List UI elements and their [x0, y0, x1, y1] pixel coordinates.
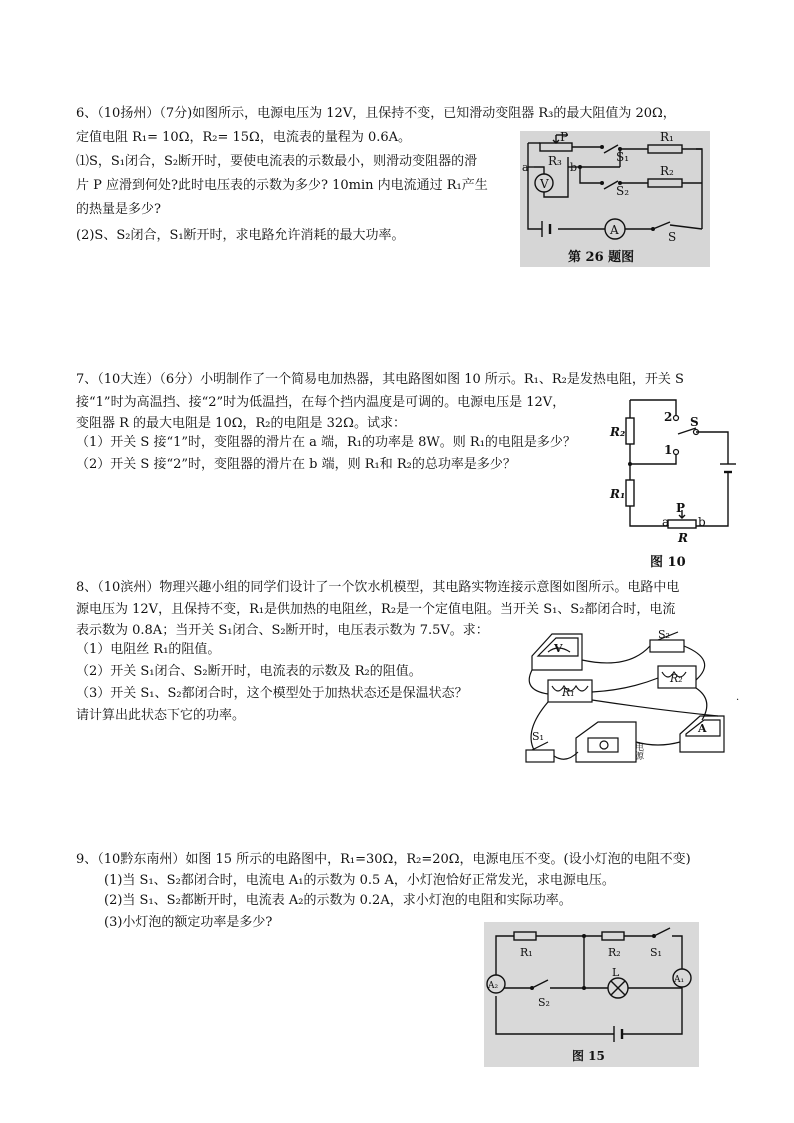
- q9-label-r2: R₂: [608, 946, 621, 959]
- q8-stray-dot: .: [736, 692, 740, 703]
- q6-label-r2: R₂: [660, 164, 674, 178]
- q8-line4: （1）电阻丝 R₁的阻值。: [76, 642, 221, 657]
- q9-ammeter-a2-label: A₂: [488, 981, 499, 991]
- q7-line3: 变阻器 R 的最大电阻是 10Ω，R₂的电阻是 32Ω。试求：: [76, 416, 406, 431]
- q9-label-r1: R₁: [520, 946, 533, 959]
- q8-voltmeter-label: V: [554, 642, 563, 655]
- q6-label-s1: S₁: [616, 150, 630, 164]
- q8-label-s2: S₂: [658, 630, 670, 641]
- q8-circuit-figure: [518, 630, 730, 780]
- q8-physical-circuit: [518, 630, 730, 780]
- q8-line1: 8、（10滨州）物理兴趣小组的同学们设计了一个饮水机模型，其电路实物连接示意图如图所示。电路中电: [76, 580, 680, 595]
- q9-circuit-figure: [484, 922, 699, 1067]
- q7-label-2: 2: [664, 410, 673, 424]
- q8-label-s1: S₁: [532, 730, 544, 743]
- q6-line4: 片 P 应滑到何处?此时电压表的示数为多少? 10min 内电流通过 R₁产生: [76, 178, 488, 193]
- q8-line3: 表示数为 0.8A；当开关 S₁闭合、S₂断开时，电压表示数为 7.5V。求：: [76, 623, 489, 638]
- q7-label-a: a: [662, 515, 670, 529]
- q8-line6: （3）开关 S₁、S₂都闭合时，这个模型处于加热状态还是保温状态？: [76, 686, 468, 701]
- q7-line5: （2）开关 S 接“2”时，变阻器的滑片在 b 端，则 R₁和 R₂的总功率是多少？: [76, 457, 516, 472]
- q9-label-s2: S₂: [538, 996, 550, 1009]
- q7-label-b: b: [698, 515, 706, 529]
- q6-ammeter-label: A: [610, 223, 619, 237]
- q8-label-r1: R₁: [562, 686, 575, 699]
- q6-label-b: b: [570, 161, 578, 174]
- q7-line2: 接“1”时为高温挡、接“2”时为低温挡，在每个挡内温度是可调的。电源电压是 12V，: [76, 395, 566, 410]
- q6-label-r1: R₁: [660, 131, 674, 144]
- q8-power-label: 电源: [633, 742, 643, 760]
- q9-lamp-label: L: [612, 966, 620, 979]
- q6-label-r3: R₃: [548, 154, 562, 168]
- q6-label-s2: S₂: [616, 184, 630, 198]
- q6-line6: (2)S、S₂闭合，S₁断开时，求电路允许消耗的最大功率。: [76, 228, 405, 243]
- q7-figure-caption: 图 10: [650, 555, 686, 570]
- q9-line4: (3)小灯泡的额定功率是多少?: [104, 915, 273, 930]
- q6-circuit-diagram: [520, 131, 710, 267]
- q6-label-a: a: [522, 161, 529, 174]
- q8-line2: 源电压为 12V，且保持不变，R₁是供加热的电阻丝，R₂是一个定值电阻。当开关 S₁、S₂都闭合时，电流: [76, 602, 676, 617]
- q9-ammeter-a1-label: A₁: [674, 975, 685, 985]
- q9-figure-caption: 图 15: [572, 1049, 605, 1063]
- q7-line4: （1）开关 S 接“1”时，变阻器的滑片在 a 端，R₁的功率是 8W。则 R₁的电阻是多少？: [76, 435, 576, 450]
- q6-line3: ⑴S，S₁闭合，S₂断开时，要使电流表的示数最小，则滑动变阻器的滑: [76, 154, 478, 169]
- q7-label-r: R: [678, 531, 688, 545]
- q6-circuit-figure: [520, 131, 710, 267]
- q7-label-r1: R₁: [610, 487, 626, 501]
- q9-line1: 9、（10黔东南州）如图 15 所示的电路图中，R₁=30Ω，R₂=20Ω，电源电压不变。(设小灯泡的电阻不变): [76, 852, 691, 867]
- q6-voltmeter-label: V: [540, 177, 549, 191]
- q6-figure-caption: 第 26 题图: [568, 250, 635, 265]
- q6-line1: 6、（10扬州）（7分)如图所示，电源电压为 12V，且保持不变，已知滑动变阻器 R₃的最大阻值为 20Ω，: [76, 106, 676, 121]
- q7-circuit-diagram: [600, 390, 750, 570]
- q8-line7: 请计算出此状态下它的功率。: [76, 708, 246, 723]
- q7-label-1: 1: [664, 443, 673, 457]
- q6-label-s: S: [668, 230, 677, 244]
- q8-line5: （2）开关 S₁闭合、S₂断开时，电流表的示数及 R₂的阻值。: [76, 664, 422, 679]
- q7-label-p: P: [676, 501, 686, 515]
- q6-line5: 的热量是多少?: [76, 202, 161, 217]
- q7-label-s: S: [690, 415, 699, 429]
- q8-label-r2: R₂: [670, 672, 683, 685]
- q6-label-p: P: [560, 131, 569, 144]
- q7-circuit-figure: [600, 390, 750, 570]
- q7-label-r2: R₂: [610, 425, 626, 439]
- q8-ammeter-label: A: [698, 722, 707, 735]
- q6-line2: 定值电阻 R₁= 10Ω，R₂= 15Ω，电流表的量程为 0.6A。: [76, 130, 412, 145]
- q9-circuit-diagram: [484, 922, 699, 1067]
- q9-line3: (2)当 S₁、S₂都断开时，电流表 A₂的示数为 0.2A，求小灯泡的电阻和实际功率。: [104, 893, 572, 908]
- q7-line1: 7、（10大连）（6分）小明制作了一个简易电加热器，其电路图如图 10 所示。R₁、R₂是发热电阻，开关 S: [76, 372, 684, 387]
- q9-line2: (1)当 S₁、S₂都闭合时，电流电 A₁的示数为 0.5 A，小灯泡恰好正常发光，求电源电压。: [104, 873, 615, 888]
- q9-label-s1: S₁: [650, 946, 662, 959]
